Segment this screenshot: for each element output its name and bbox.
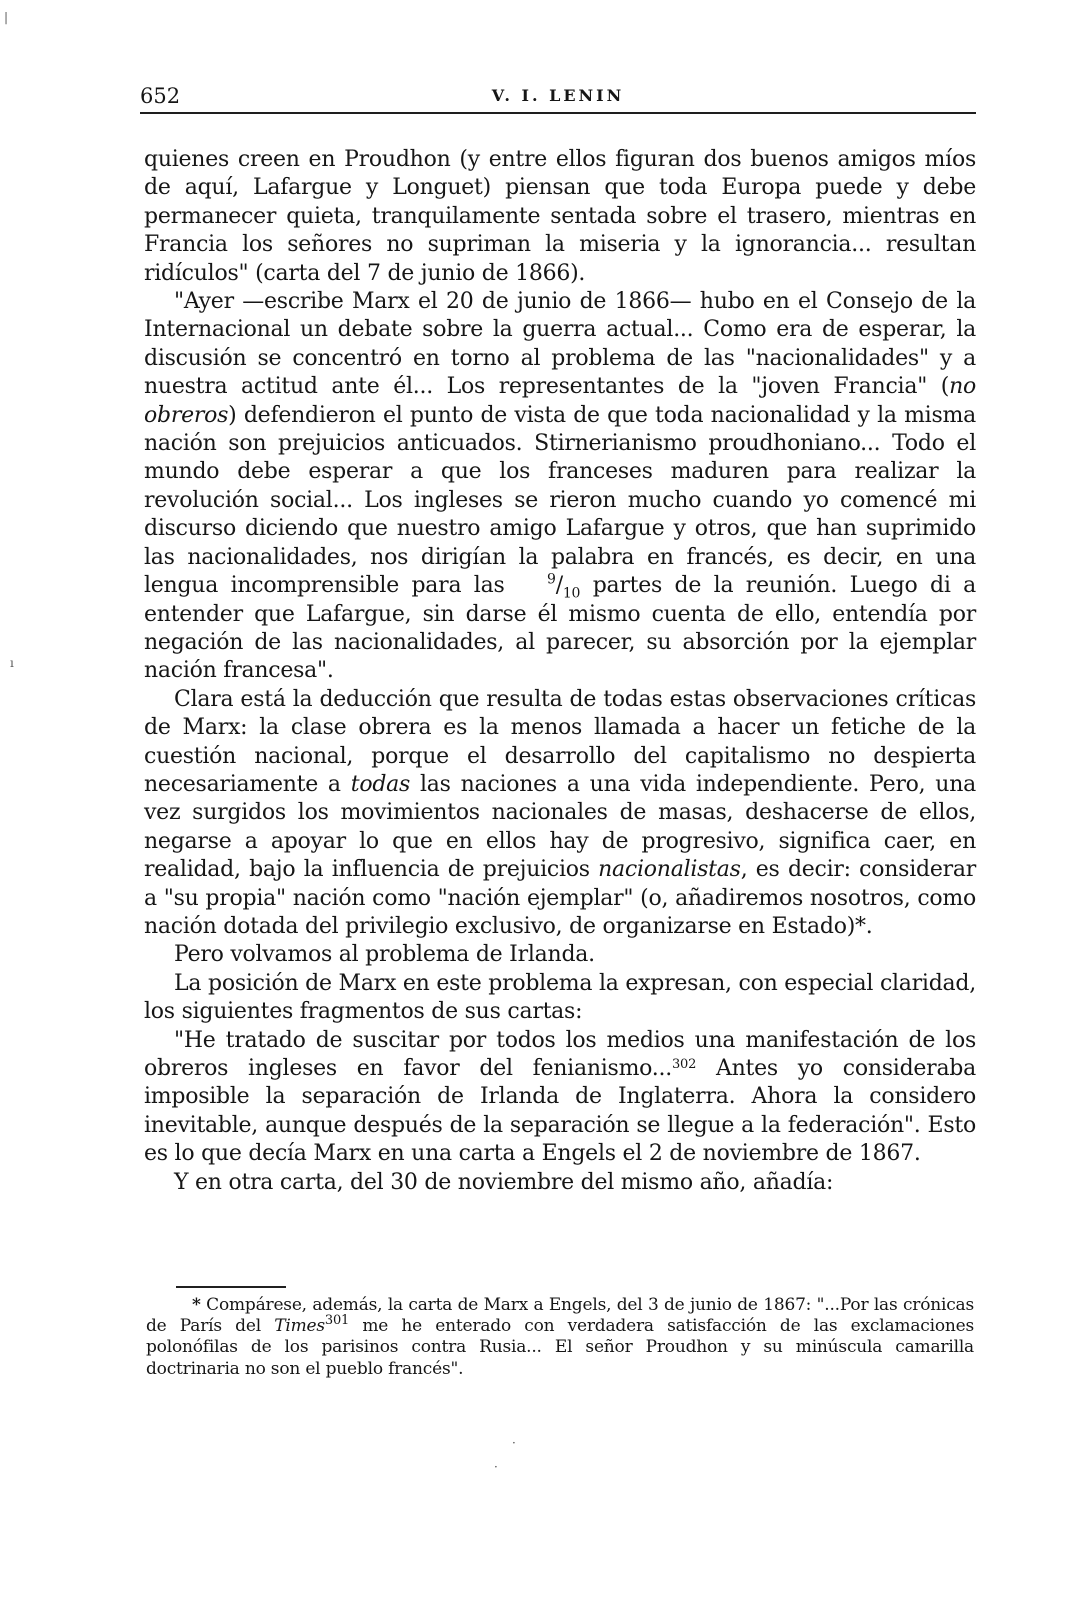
page-number: 652 bbox=[140, 84, 181, 108]
reference-number: 302 bbox=[672, 1057, 697, 1072]
paragraph-4: Pero volvamos al problema de Irlanda. bbox=[174, 942, 595, 968]
italic-phrase: no obreros bbox=[144, 374, 976, 428]
footnote-marker: * bbox=[192, 1295, 201, 1315]
italic-word: nacionalistas bbox=[598, 857, 741, 883]
footnote-divider bbox=[176, 1286, 286, 1288]
paragraph-6: "He tratado de suscitar por todos los medios una manifestación de los obreros ingleses en favor del fenianismo...$^{302}$ Antes yo consideraba imposible la separación de Irlanda de Inglaterra. Ahora la considero inevitable, aunque después de la separación se llegue a la federación". Esto es lo que decía Marx en una carta a Engels el 2 de noviembre de 1867. bbox=[144, 1027, 977, 1167]
main-text bbox=[144, 146, 976, 1197]
paragraph-7: Y en otra carta, del 30 de noviembre del mismo año, añadía: bbox=[174, 1169, 834, 1195]
scan-mark: | bbox=[4, 10, 9, 24]
scan-mark: ı bbox=[10, 656, 14, 670]
paragraph-1: quienes creen en Proudhon (y entre ellos figuran dos buenos amigos míos de aquí, Lafargue y Longuet) piensan que toda Europa puede y debe permanecer quieta, tranquilamente sentada sobre el trasero, mientras en Francia los señores no supriman la miseria y la ignorancia... resultan ridículos" (carta del 7 de junio de 1866). bbox=[144, 147, 976, 286]
paragraph-3: Clara está la deducción que resulta de todas estas observaciones críticas de Marx: la clase obrera es la menos llamada a hacer un fetiche de la cuestión nacional, porque el desarrollo del capitalismo no despierta necesariamente a todas las naciones a una vida independiente. Pero, una vez surgidos los movimientos nacionales de masas, deshacerse de ellos, negarse a apoyar lo que en ellos hay de progresivo, significa caer, en realidad, bajo la influencia de prejuicios nacionalistas, es decir: considerar a "su propia" nación como "nación ejemplar" (o, añadiremos nosotros, como nación dotada del privilegio exclusivo, de organizarse en Estado)*. bbox=[144, 686, 976, 939]
footnote bbox=[146, 1295, 974, 1380]
fraction: $^9/_{10}$ bbox=[547, 571, 581, 602]
footnote-text: * Compárese, además, la carta de Marx a Engels, del 3 de junio de 1867: "...Por las crónicas de París del Times$^{301}$ me he enterado con verdadera satisfacción de las exclamaciones polonófilas de los parisinos contra Rusia... El señor Proudhon y su minúscula camarilla doctrinaria no son el pueblo francés". bbox=[146, 1295, 974, 1379]
running-title: V. I. LENIN bbox=[491, 86, 625, 105]
italic-word: todas bbox=[350, 771, 411, 797]
italic-word: Times bbox=[274, 1316, 325, 1337]
scan-mark: · bbox=[494, 1460, 498, 1474]
running-head bbox=[140, 82, 976, 114]
reference-number: 301 bbox=[324, 1313, 350, 1329]
scan-mark: · bbox=[512, 1436, 516, 1450]
paragraph-2: "Ayer —escribe Marx el 20 de junio de 1866— hubo en el Consejo de la Internacional un debate sobre la guerra actual... Como era de esperar, la discusión se concentró en torno al problema de las "nacionalidades" y a nuestra actitud ante él... Los representantes de la "joven Francia" (no obreros) defendieron el punto de vista de que toda nacionalidad y la misma nación son prejuicios anticuados. Stirnerianismo proudhoniano... Todo el mundo debe esperar a que los franceses maduren para realizar la revolución social... Los ingleses se rieron mucho cuando yo comencé mi discurso diciendo que nuestro amigo Lafargue y otros, que han suprimido las nacionalidades, nos dirigían la palabra en francés, es decir, en una lengua incomprensible para las $^9/_{10}$ partes de la reunión. Luego di a entender que Lafargue, sin darse él mismo cuenta de ello, entendía por negación de las nacionalidades, al parecer, su absorción por la ejemplar nación francesa". bbox=[144, 289, 976, 684]
paragraph-5: La posición de Marx en este problema la expresan, con especial claridad, los siguientes fragmentos de sus cartas: bbox=[144, 970, 976, 1025]
